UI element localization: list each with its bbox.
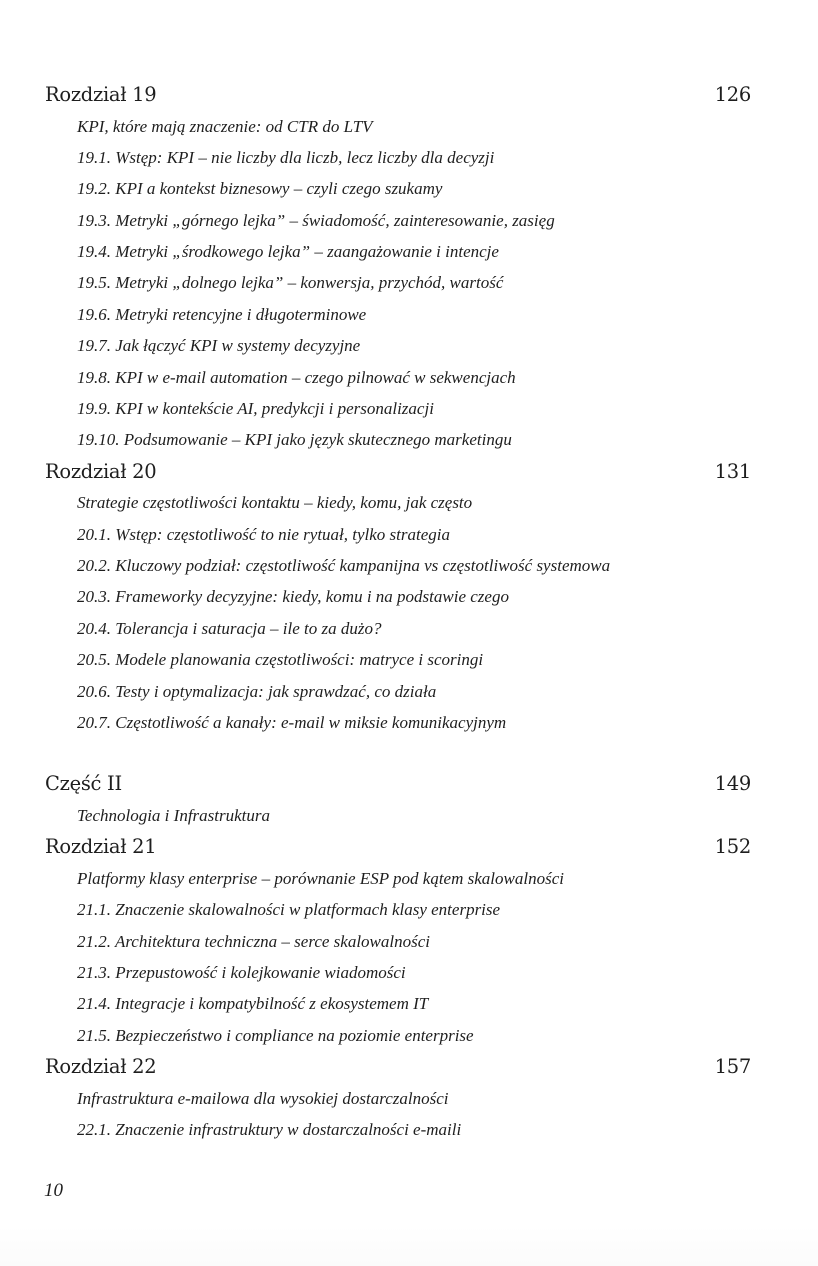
page-background-fade bbox=[0, 1226, 818, 1266]
toc-entry[interactable]: 20.4. Tolerancja i saturacja – ile to za dużo? bbox=[77, 618, 382, 638]
toc-entry[interactable]: 19.4. Metryki „środkowego lejka” – zaangażowanie i intencje bbox=[77, 242, 499, 262]
chapter-subtitle[interactable]: Platformy klasy enterprise – porównanie ESP pod kątem skalowalności bbox=[77, 868, 564, 888]
toc-section-chapter-21 bbox=[45, 831, 751, 1051]
toc-heading[interactable] bbox=[45, 831, 751, 863]
page-number: 149 bbox=[714, 772, 751, 796]
toc-entry[interactable]: 19.2. KPI a kontekst biznesowy – czyli czego szukamy bbox=[77, 179, 443, 199]
toc-entry[interactable]: 19.6. Metryki retencyjne i długoterminowe bbox=[77, 304, 367, 324]
toc-entry[interactable]: 20.2. Kluczowy podział: częstotliwość kampanijna vs częstotliwość systemowa bbox=[77, 556, 611, 576]
part-subtitle[interactable]: Technologia i Infrastruktura bbox=[77, 805, 270, 825]
toc-section-chapter-20 bbox=[45, 456, 751, 739]
page-number: 152 bbox=[714, 835, 751, 859]
toc-entry[interactable]: 19.3. Metryki „górnego lejka” – świadomość, zainteresowanie, zasięg bbox=[77, 210, 555, 230]
folio-page-number: 10 bbox=[44, 1180, 63, 1201]
part-spacer bbox=[45, 738, 751, 768]
toc-entry[interactable]: 21.4. Integracje i kompatybilność z ekosystemem IT bbox=[77, 994, 429, 1014]
toc-entry[interactable]: 19.10. Podsumowanie – KPI jako język skutecznego marketingu bbox=[77, 430, 512, 450]
toc-entry[interactable]: 20.3. Frameworky decyzyjne: kiedy, komu i na podstawie czego bbox=[77, 587, 509, 607]
toc-entry[interactable]: 20.1. Wstęp: częstotliwość to nie rytuał, tylko strategia bbox=[77, 524, 451, 544]
table-of-contents bbox=[45, 79, 751, 1145]
toc-entry[interactable]: 21.2. Architektura techniczna – serce skalowalności bbox=[77, 931, 430, 951]
toc-entry[interactable]: 21.5. Bezpieczeństwo i compliance na poziomie enterprise bbox=[77, 1025, 474, 1045]
toc-entry[interactable]: 19.8. KPI w e-mail automation – czego pilnować w sekwencjach bbox=[77, 367, 516, 387]
toc-heading[interactable] bbox=[45, 456, 751, 488]
toc-entry[interactable]: 19.1. Wstęp: KPI – nie liczby dla liczb, lecz liczby dla decyzji bbox=[77, 147, 495, 167]
chapter-subtitle[interactable]: Strategie częstotliwości kontaktu – kiedy, komu, jak często bbox=[77, 493, 473, 513]
toc-entry[interactable]: 20.5. Modele planowania częstotliwości: matryce i scoringi bbox=[77, 650, 484, 670]
toc-entry[interactable]: 19.7. Jak łączyć KPI w systemy decyzyjne bbox=[77, 336, 361, 356]
chapter-label: Rozdział 20 bbox=[45, 459, 157, 483]
toc-section-part-2 bbox=[45, 768, 751, 831]
chapter-subtitle[interactable]: KPI, które mają znaczenie: od CTR do LTV bbox=[77, 116, 373, 136]
toc-section-chapter-19 bbox=[45, 79, 751, 456]
chapter-label: Rozdział 19 bbox=[45, 83, 157, 106]
part-label: Część II bbox=[45, 772, 122, 796]
toc-heading[interactable] bbox=[45, 79, 751, 111]
chapter-label: Rozdział 21 bbox=[45, 835, 157, 859]
toc-heading[interactable] bbox=[45, 1051, 751, 1083]
toc-entry[interactable]: 20.6. Testy i optymalizacja: jak sprawdzać, co działa bbox=[77, 681, 437, 701]
page-number: 131 bbox=[714, 459, 751, 483]
toc-entry[interactable]: 20.7. Częstotliwość a kanały: e-mail w miksie komunikacyjnym bbox=[77, 713, 507, 733]
toc-entry[interactable]: 21.3. Przepustowość i kolejkowanie wiadomości bbox=[77, 962, 406, 982]
toc-heading-part[interactable] bbox=[45, 768, 751, 800]
toc-entry[interactable]: 21.1. Znaczenie skalowalności w platformach klasy enterprise bbox=[77, 900, 501, 920]
chapter-label: Rozdział 22 bbox=[45, 1055, 157, 1079]
page-number: 157 bbox=[714, 1055, 751, 1079]
chapter-subtitle[interactable]: Infrastruktura e-mailowa dla wysokiej dostarczalności bbox=[77, 1088, 449, 1108]
page-number: 126 bbox=[714, 83, 751, 106]
toc-entry[interactable]: 22.1. Znaczenie infrastruktury w dostarczalności e-maili bbox=[77, 1120, 462, 1140]
toc-entry[interactable]: 19.5. Metryki „dolnego lejka” – konwersja, przychód, wartość bbox=[77, 273, 504, 293]
toc-section-chapter-22 bbox=[45, 1051, 751, 1145]
toc-entry[interactable]: 19.9. KPI w kontekście AI, predykcji i personalizacji bbox=[77, 399, 434, 419]
